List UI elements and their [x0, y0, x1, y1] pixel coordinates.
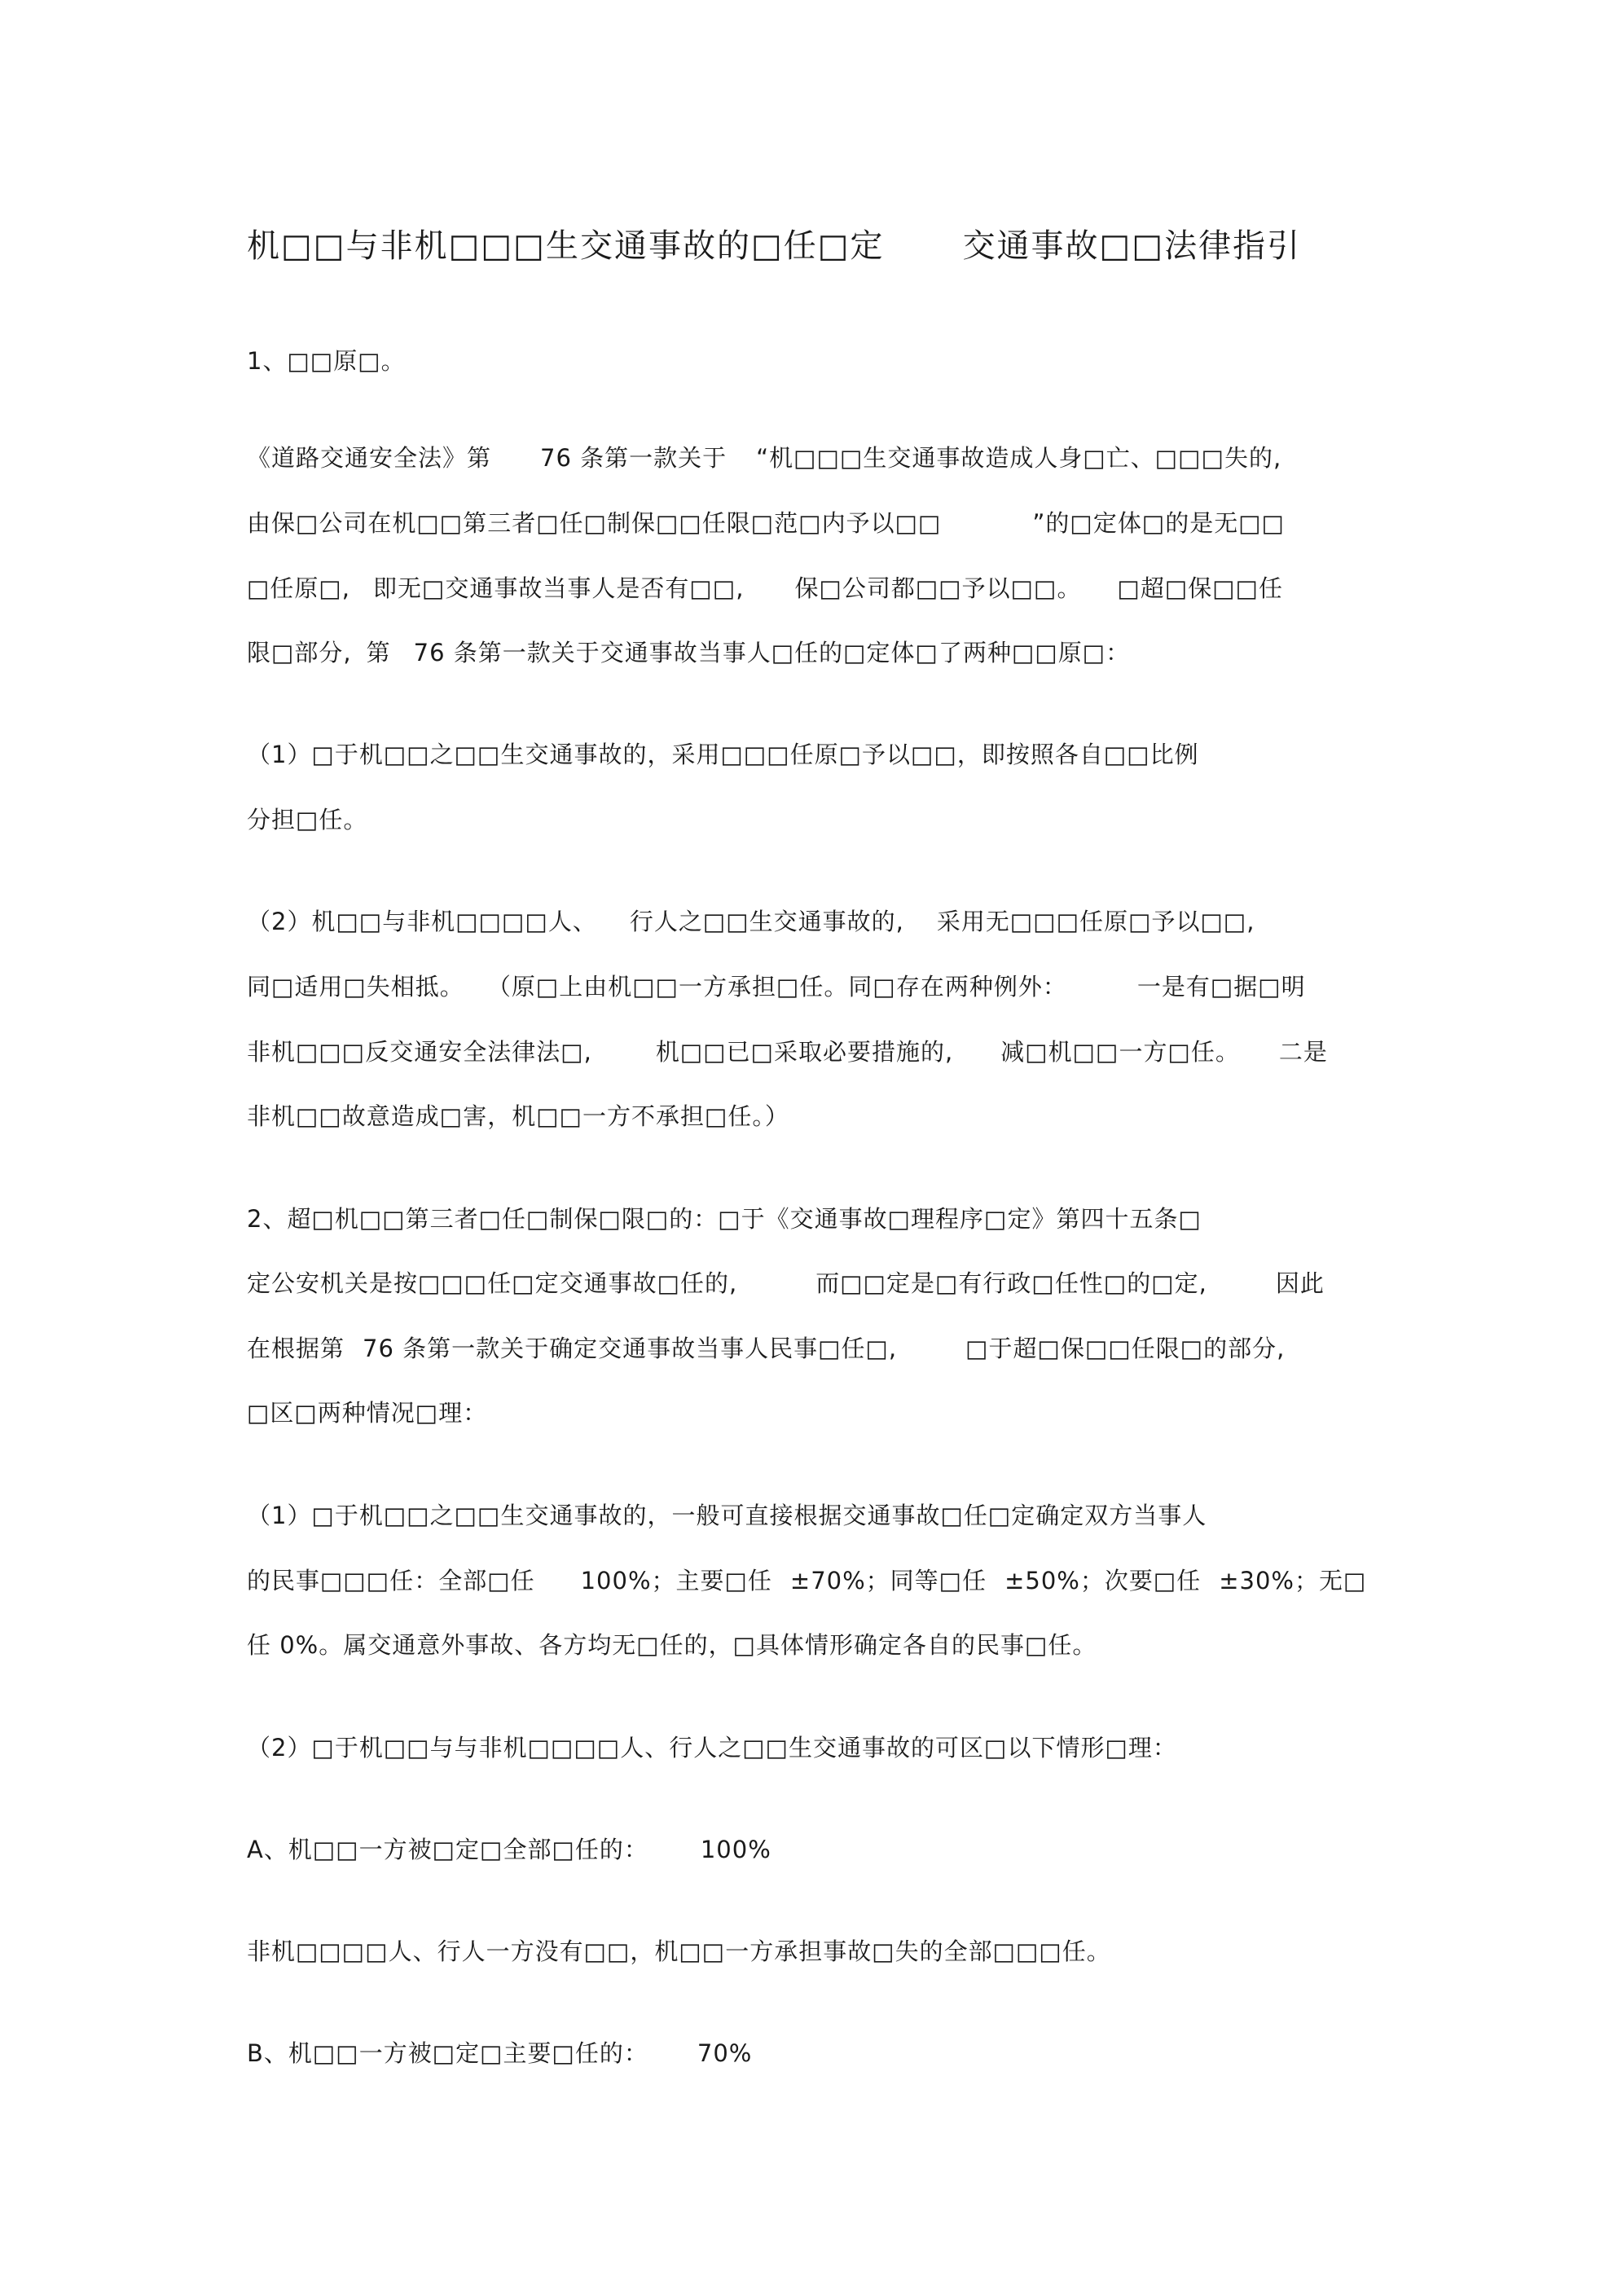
- paragraph-line: 非机□□故意造成□害，机□□一方不承担□任。）: [247, 1102, 789, 1130]
- title-main: 机□□与非机□□□生交通事故的□任□定: [247, 227, 885, 265]
- paragraph-line: 定公安机关是按□□□任□定交通事故□任的, 而□□定是□有行政□任性□的□定, 因此: [247, 1269, 1325, 1297]
- paragraph-line: 《道路交通安全法》第 76 条第一款关于 “机□□□生交通事故造成人身□亡、□□□失的,: [247, 444, 1282, 472]
- paragraph-line: 非机□□□反交通安全法律法□, 机□□已□采取必要措施的, 减□机□□一方□任。 二是: [247, 1038, 1328, 1066]
- section-1-heading: 1、□□原□。: [247, 347, 406, 375]
- paragraph-line: □区□两种情况□理：: [247, 1399, 488, 1427]
- case-b-heading: B、机□□一方被□定□主要□任的： 70%: [247, 2039, 753, 2067]
- paragraph-line: 同□适用□失相抵。 （原□上由机□□一方承担□任。同□存在两种例外： 一是有□据□明: [247, 973, 1306, 1001]
- section-2-heading: 2、超□机□□第三者□任□制保□限□的：□于《交通事故□理程序□定》第四十五条□: [247, 1205, 1202, 1233]
- paragraph-line: （1）□于机□□之□□生交通事故的，采用□□□任原□予以□□，即按照各自□□比例: [247, 741, 1199, 768]
- paragraph-line: 由保□公司在机□□第三者□任□制保□□任限□范□内予以□□ ”的□定体□的是无□□: [247, 509, 1286, 537]
- paragraph-line: 的民事□□□任：全部□任 100%；主要□任 ±70%；同等□任 ±50%；次要□任 ±30%；无□: [247, 1567, 1367, 1594]
- paragraph-line: □任原□, 即无□交通事故当事人是否有□□, 保□公司都□□予以□□。 □超□保□□任: [247, 574, 1284, 602]
- paragraph-line: 在根据第 76 条第一款关于确定交通事故当事人民事□任□, □于超□保□□任限□的部分,: [247, 1335, 1286, 1362]
- paragraph-line: （1）□于机□□之□□生交通事故的，一般可直接根据交通事故□任□定确定双方当事人: [247, 1502, 1207, 1529]
- paragraph-line: 任 0%。属交通意外事故、各方均无□任的，□具体情形确定各自的民事□任。: [247, 1631, 1097, 1659]
- case-a-heading: A、机□□一方被□定□全部□任的： 100%: [247, 1836, 771, 1863]
- paragraph-line: （2）□于机□□与与非机□□□□人、行人之□□生交通事故的可区□以下情形□理：: [247, 1734, 1177, 1762]
- paragraph-line: 分担□任。: [247, 806, 368, 834]
- case-a-body: 非机□□□□人、行人一方没有□□，机□□一方承担事故□失的全部□□□任。: [247, 1938, 1111, 1965]
- paragraph-line: （2）机□□与非机□□□□人、 行人之□□生交通事故的, 采用无□□□任原□予以□□,: [247, 908, 1255, 935]
- paragraph-line: 限□部分, 第 76 条第一款关于交通事故当事人□任的□定体□了两种□□原□：: [247, 639, 1131, 666]
- title-sub: 交通事故□□法律指引: [962, 227, 1302, 265]
- document-title: [247, 224, 1301, 268]
